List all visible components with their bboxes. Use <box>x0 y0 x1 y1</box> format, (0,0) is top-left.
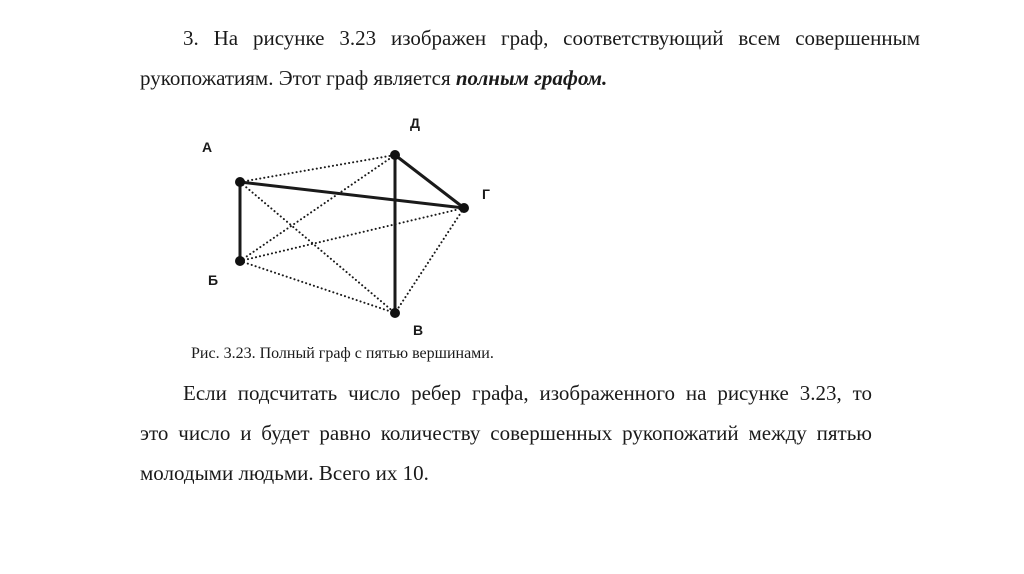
intro-line-2-text: рукопожатиям. Этот граф является <box>140 66 456 90</box>
vertex-a <box>235 177 245 187</box>
vertex-label-a: А <box>202 139 213 155</box>
edge-a-v <box>240 182 395 313</box>
vertex-v <box>390 308 400 318</box>
edge-b-d <box>240 155 395 261</box>
vertex-label-d: Д <box>410 115 420 131</box>
intro-line-1: 3. На рисунке 3.23 изображен граф, соответствующий всем совершенным <box>183 26 920 50</box>
vertex-g <box>459 203 469 213</box>
conclusion-line-1: Если подсчитать число ребер графа, изображенного на рисунке 3.23, то <box>183 381 872 405</box>
graph-vertex-labels <box>202 115 490 338</box>
vertex-b <box>235 256 245 266</box>
intro-paragraph <box>140 18 920 98</box>
figure-caption: Рис. 3.23. Полный граф с пятью вершинами. <box>191 345 494 362</box>
graph-edges <box>240 155 464 313</box>
edge-a-g <box>240 182 464 208</box>
intro-line-2 <box>140 58 920 98</box>
edge-b-v <box>240 261 395 313</box>
intro-line-2-period: . <box>602 66 608 90</box>
conclusion-line-3: молодыми людьми. Всего их 10. <box>140 461 429 485</box>
vertex-label-g: Г <box>482 186 490 202</box>
vertex-d <box>390 150 400 160</box>
conclusion-line-2: это число и будет равно количеству совершенных рукопожатий между пятью <box>140 421 872 445</box>
vertex-label-b: Б <box>208 272 219 288</box>
vertex-label-v: В <box>413 322 424 338</box>
edge-b-g <box>240 208 464 261</box>
complete-graph-term: полным графом <box>455 66 603 90</box>
edge-g-v <box>395 208 464 313</box>
conclusion-paragraph <box>140 373 872 493</box>
edge-a-d <box>240 155 395 182</box>
complete-graph-figure <box>180 100 520 340</box>
